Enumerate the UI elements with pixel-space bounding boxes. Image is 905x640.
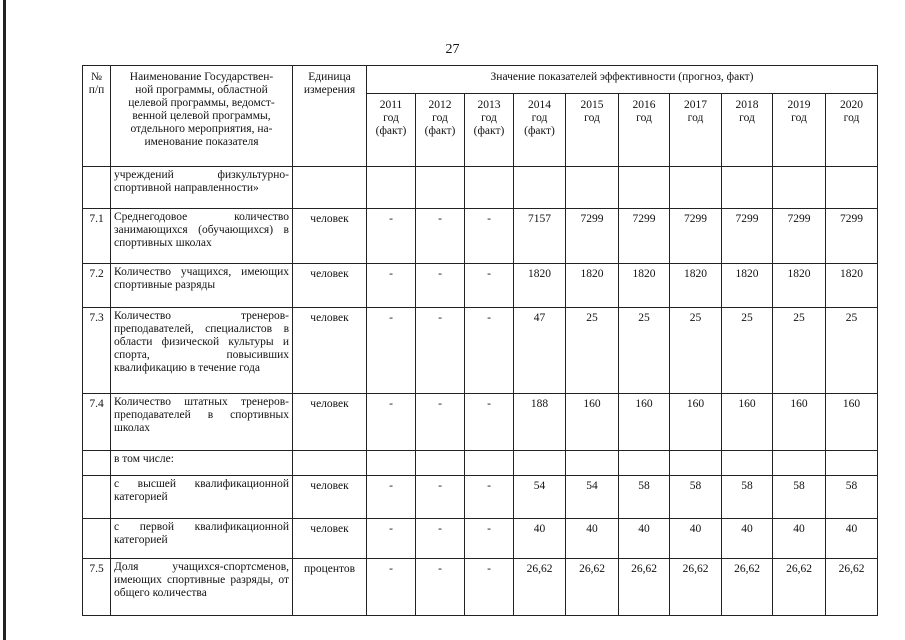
value-cell-2013: -: [465, 264, 514, 308]
header-year-2015: [566, 94, 619, 167]
value-cell-2011: -: [367, 209, 416, 264]
header-unit-col: Единица измерения: [293, 66, 367, 167]
unit-of-measure: [293, 167, 367, 209]
value-cell-2014: 47: [514, 308, 566, 394]
value-cell-2015: 54: [566, 476, 619, 519]
value-cell-2014: [514, 451, 566, 476]
row-number: [83, 476, 111, 519]
value-cell-2018: [722, 167, 773, 209]
indicator-name: Количество штатных тренеров-преподавателей в спортивных школах: [111, 394, 293, 451]
year-label: 2014: [528, 99, 551, 111]
value-cell-2014: 1820: [514, 264, 566, 308]
value-cell-2018: 1820: [722, 264, 773, 308]
value-cell-2020: 7299: [826, 209, 878, 264]
indicator-name: Количество тренеров-преподавателей, специалистов в области физической культуры и спорта, повысивших квалификацию в течение года: [111, 308, 293, 394]
value-cell-2014: 54: [514, 476, 566, 519]
value-cell-2017: [670, 167, 722, 209]
table-row: [83, 476, 878, 519]
year-label: 2016: [632, 99, 656, 111]
value-cell-2011: [367, 451, 416, 476]
value-cell-2019: 25: [773, 308, 826, 394]
year-note: (факт): [424, 125, 456, 137]
value-cell-2013: [465, 167, 514, 209]
value-cell-2019: 1820: [773, 264, 826, 308]
header-year-2012: [416, 94, 465, 167]
header-year-2014: [514, 94, 566, 167]
value-cell-2016: 160: [619, 394, 670, 451]
value-cell-2012: -: [416, 264, 465, 308]
value-cell-2020: 40: [826, 519, 878, 559]
value-cell-2014: 26,62: [514, 559, 566, 616]
value-cell-2019: 7299: [773, 209, 826, 264]
row-number: [83, 451, 111, 476]
value-cell-2017: 25: [670, 308, 722, 394]
value-cell-2017: 1820: [670, 264, 722, 308]
value-cell-2014: 188: [514, 394, 566, 451]
value-cell-2020: 58: [826, 476, 878, 519]
value-cell-2014: 40: [514, 519, 566, 559]
value-cell-2016: 58: [619, 476, 670, 519]
value-cell-2020: [826, 167, 878, 209]
indicator-name: с первой квалификационной категорией: [111, 519, 293, 559]
value-cell-2015: 25: [566, 308, 619, 394]
header-year-2018: [722, 94, 773, 167]
value-cell-2012: -: [416, 559, 465, 616]
value-cell-2012: -: [416, 308, 465, 394]
value-cell-2012: -: [416, 394, 465, 451]
table-row: [83, 264, 878, 308]
header-year-2013: [465, 94, 514, 167]
year-word: год: [739, 112, 755, 124]
value-cell-2015: [566, 167, 619, 209]
value-cell-2017: 160: [670, 394, 722, 451]
year-word: год: [584, 112, 600, 124]
header-year-2020: [826, 94, 878, 167]
value-cell-2013: -: [465, 476, 514, 519]
year-label: 2015: [580, 99, 604, 111]
row-number: 7.2: [83, 264, 111, 308]
value-cell-2013: -: [465, 519, 514, 559]
header-year-2016: [619, 94, 670, 167]
header-values-group: Значение показателей эффективности (прогноз, факт): [367, 66, 878, 94]
value-cell-2019: 40: [773, 519, 826, 559]
header-num-col: № п/п: [83, 66, 111, 167]
row-number: 7.3: [83, 308, 111, 394]
year-word: год: [432, 112, 448, 124]
value-cell-2012: -: [416, 519, 465, 559]
year-word: год: [687, 112, 704, 124]
value-cell-2018: 25: [722, 308, 773, 394]
value-cell-2015: 40: [566, 519, 619, 559]
indicator-name: в том числе:: [111, 451, 293, 476]
value-cell-2013: -: [465, 209, 514, 264]
value-cell-2011: -: [367, 476, 416, 519]
row-number: [83, 167, 111, 209]
year-word: год: [843, 112, 860, 124]
value-cell-2018: [722, 451, 773, 476]
value-cell-2018: 7299: [722, 209, 773, 264]
unit-of-measure: человек: [293, 209, 367, 264]
year-word: год: [636, 112, 652, 124]
table-row: [83, 167, 878, 209]
indicator-name: с высшей квалификационной категорией: [111, 476, 293, 519]
table-row: [83, 559, 878, 616]
row-number: 7.5: [83, 559, 111, 616]
table-row: [83, 394, 878, 451]
value-cell-2012: -: [416, 209, 465, 264]
table-row: [83, 209, 878, 264]
value-cell-2014: [514, 167, 566, 209]
value-cell-2018: 58: [722, 476, 773, 519]
value-cell-2019: 26,62: [773, 559, 826, 616]
value-cell-2016: 7299: [619, 209, 670, 264]
value-cell-2016: 40: [619, 519, 670, 559]
value-cell-2011: -: [367, 308, 416, 394]
value-cell-2015: 1820: [566, 264, 619, 308]
table-row: [83, 519, 878, 559]
value-cell-2012: [416, 167, 465, 209]
value-cell-2014: 7157: [514, 209, 566, 264]
value-cell-2012: -: [416, 476, 465, 519]
unit-of-measure: человек: [293, 519, 367, 559]
header-year-2019: [773, 94, 826, 167]
unit-of-measure: человек: [293, 308, 367, 394]
page-number: 27: [445, 42, 460, 57]
value-cell-2017: 7299: [670, 209, 722, 264]
value-cell-2015: 7299: [566, 209, 619, 264]
year-label: 2013: [477, 99, 501, 111]
value-cell-2016: 26,62: [619, 559, 670, 616]
value-cell-2015: 160: [566, 394, 619, 451]
value-cell-2018: 160: [722, 394, 773, 451]
indicator-name: учреждений физкультурно-спортивной направленности»: [111, 167, 293, 209]
row-number: [83, 519, 111, 559]
year-note: (факт): [473, 125, 505, 137]
table-row: [83, 308, 878, 394]
header-year-2011: [367, 94, 416, 167]
value-cell-2019: [773, 451, 826, 476]
value-cell-2011: -: [367, 264, 416, 308]
year-word: год: [383, 112, 399, 124]
scan-edge: [3, 0, 6, 640]
value-cell-2013: -: [465, 308, 514, 394]
value-cell-2016: 1820: [619, 264, 670, 308]
value-cell-2020: 26,62: [826, 559, 878, 616]
year-note: (факт): [375, 125, 407, 137]
value-cell-2013: -: [465, 394, 514, 451]
unit-of-measure: процентов: [293, 559, 367, 616]
indicators-table: [82, 65, 878, 616]
value-cell-2017: 26,62: [670, 559, 722, 616]
header-year-2017: [670, 94, 722, 167]
year-word: год: [531, 112, 548, 124]
header-name-col: Наименование Государствен- ной программы, областной целевой программы, ведомст- венной целевой программы, отдельного мероприятия, на- именование показателя: [111, 66, 293, 167]
year-label: 2018: [735, 99, 759, 111]
value-cell-2018: 40: [722, 519, 773, 559]
value-cell-2016: [619, 167, 670, 209]
row-number: 7.1: [83, 209, 111, 264]
unit-of-measure: человек: [293, 476, 367, 519]
value-cell-2011: -: [367, 559, 416, 616]
year-word: год: [791, 112, 807, 124]
value-cell-2015: [566, 451, 619, 476]
value-cell-2019: [773, 167, 826, 209]
indicator-name: Доля учащихся-спортсменов, имеющих спортивные разряды, от общего количества: [111, 559, 293, 616]
value-cell-2015: 26,62: [566, 559, 619, 616]
value-cell-2019: 160: [773, 394, 826, 451]
year-word: год: [481, 112, 497, 124]
value-cell-2020: [826, 451, 878, 476]
value-cell-2020: 1820: [826, 264, 878, 308]
value-cell-2019: 58: [773, 476, 826, 519]
indicator-name: Среднегодовое количество занимающихся (обучающихся) в спортивных школах: [111, 209, 293, 264]
year-label: 2011: [379, 99, 403, 111]
value-cell-2017: 40: [670, 519, 722, 559]
value-cell-2011: -: [367, 394, 416, 451]
header-row-top: [83, 66, 878, 94]
value-cell-2013: -: [465, 559, 514, 616]
value-cell-2011: -: [367, 519, 416, 559]
value-cell-2020: 25: [826, 308, 878, 394]
unit-of-measure: человек: [293, 264, 367, 308]
unit-of-measure: человек: [293, 394, 367, 451]
year-label: 2012: [428, 99, 452, 111]
value-cell-2013: [465, 451, 514, 476]
value-cell-2017: [670, 451, 722, 476]
value-cell-2020: 160: [826, 394, 878, 451]
value-cell-2018: 26,62: [722, 559, 773, 616]
table-row: [83, 451, 878, 476]
value-cell-2016: 25: [619, 308, 670, 394]
year-label: 2017: [684, 99, 707, 111]
value-cell-2017: 58: [670, 476, 722, 519]
value-cell-2016: [619, 451, 670, 476]
year-note: (факт): [524, 125, 555, 137]
value-cell-2012: [416, 451, 465, 476]
value-cell-2011: [367, 167, 416, 209]
indicator-name: Количество учащихся, имеющих спортивные разряды: [111, 264, 293, 308]
unit-of-measure: [293, 451, 367, 476]
year-label: 2020: [840, 99, 864, 111]
row-number: 7.4: [83, 394, 111, 451]
year-label: 2019: [787, 99, 811, 111]
